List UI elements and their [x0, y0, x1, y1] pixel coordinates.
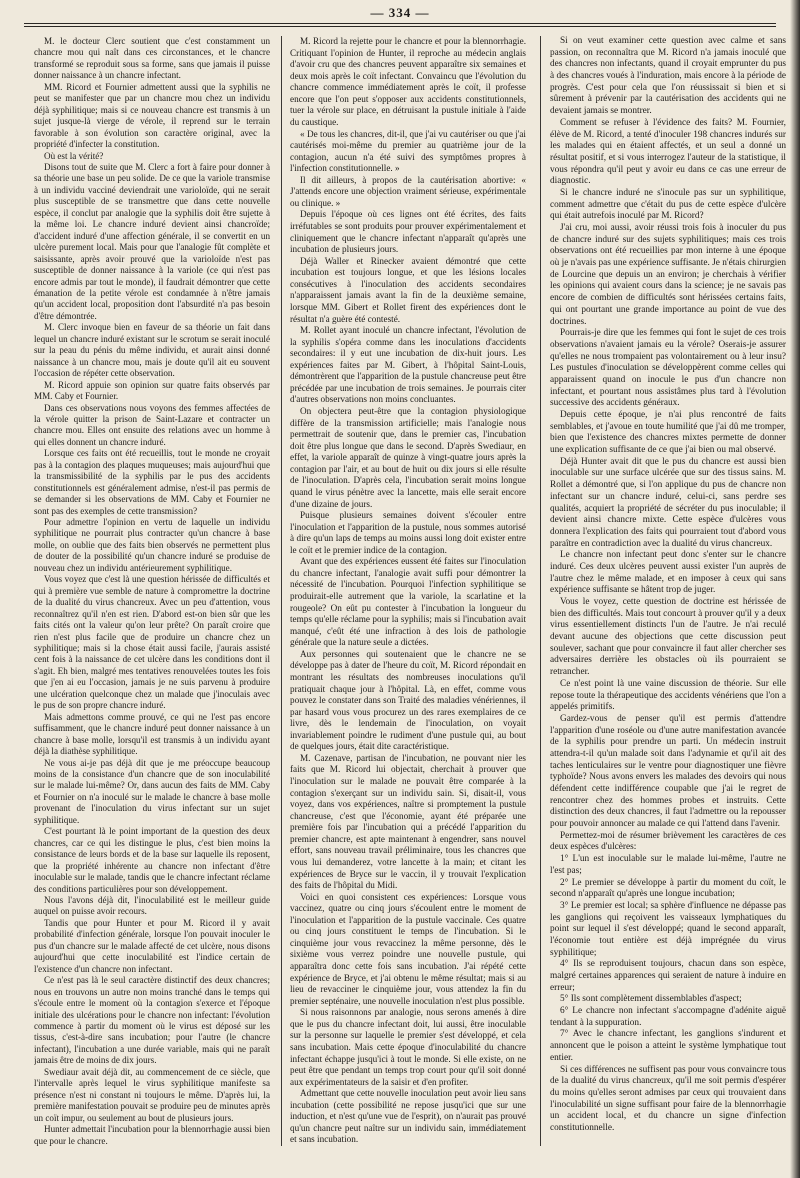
paragraph: Le chancre non infectant peut donc s'enter sur le chancre induré. Ces deux ulcères peuvent aussi exister l'un auprès de l'autre chez le même malade, et en imposer à ceux qui sans expérience suffisante se hâtent trop de juger. — [550, 550, 786, 596]
paragraph: Depuis l'époque où ces lignes ont été écrites, des faits irréfutables se sont produits pour prouver expérimentalement et cliniquement que le chancre infectant n'apparaît qu'après une incubation de plusieurs jours. — [290, 209, 526, 255]
paragraph: Ce n'est point là une vaine discussion de théorie. Sur elle repose toute la thérapeutique des accidents vénériens que l'on a appelés primitifs. — [550, 678, 786, 713]
text-column-1 — [34, 36, 270, 1146]
page-edge-shadow — [790, 0, 800, 1178]
paragraph: 5° Ils sont complètement dissemblables d'aspect; — [560, 994, 742, 1005]
paragraph: Permettez-moi de résumer brièvement les caractères de ces deux espèces d'ulcères: — [550, 830, 786, 853]
paragraph: On objectera peut-être que la contagion physiologique diffère de la transmission artificielle; mais l'analogie nous permettrait de soutenir que, dans le premier cas, l'incubation doit être plus longue que dans le second. D'après Swediaur, en effet, la variole apparaît de quinze à vingt-quatre jours après la contagion par l'air, et au bout de huit ou dix jours si elle résulte de l'inoculation. D'après cela, l'incubation serait moins longue quand le virus pénètre avec la lancette, mais elle serait encore d'une dizaine de jours. — [290, 406, 526, 509]
paragraph: Avant que des expériences eussent été faites sur l'inoculation du chancre infectant, l'analogie avait suffi pour démontrer la nécessité de l'incubation. Pourquoi l'infection syphilitique se produirait-elle autrement que la variole, la scarlatine et la rougeole? On eût pu contester à l'incubation la longueur du temps qu'elle réclame pour la syphilis; mais si l'incubation avait manqué, c'eût été une infraction à des lois de pathologie générale que la nature seule a dictées. — [290, 556, 526, 648]
paragraph: Vous le voyez, cette question de doctrine est hérissée de bien des difficultés. Mais tout concourt à prouver qu'il y a deux virus essentiellement distincts l'un de l'autre. Je n'ai reculé devant aucune des objections que cette discussion peut soulever, sachant que pour convaincre il faut aller chercher ses adversaires derrière les obstacles où ils pourraient se retrancher. — [550, 597, 786, 678]
paragraph: Si le chancre induré ne s'inocule pas sur un syphilitique, comment admettre que c'était du pus de cette espèce d'ulcère qui était autrefois inoculé par M. Ricord? — [550, 187, 786, 222]
paragraph: Tandis que pour Hunter et pour M. Ricord il y avait probabilité d'infection générale, lorsque l'on pouvait inoculer le pus d'un chancre sur le malade affecté de cet ulcère, nous disons aujourd'hui que cette inoculabilité est l'indice certain de l'existence d'un chancre non infectant. — [34, 917, 270, 974]
paragraph: Vous voyez que c'est là une question hérissée de difficultés et qui à première vue semble de nature à compromettre la doctrine de la dualité du virus chancreux. Avec un peu d'attention, vous reconnaîtrez qu'il n'en est rien. D'abord est-on bien sûr que les faits cités ont la valeur qu'on leur prête? On paraît croire que rien n'est plus facile que de produire un chancre chez un syphilitique; mais si la chose était aussi facile, j'aurais assisté cent fois à la naissance de cet ulcère dans les conditions dont il s'agit. Eh bien, malgré mes tentatives renouvelées toutes les fois que j'en ai eu l'occasion, jamais je ne suis parvenu à produire une ulcération quelconque chez un malade que j'inoculais avec le pus de son propre chancre induré. — [34, 574, 270, 711]
header-rule — [24, 23, 776, 24]
paragraph: Déjà Hunter avait dit que le pus du chancre est aussi bien inoculable sur une surface ulcérée que sur des tissus sains. M. Rollet a démontré que, si l'on applique du pus de chancre non infectant sur un chancre induré, celui-ci, sans perdre ses qualités, acquiert la propriété de sécréter du pus inoculable; il devient ainsi chancre mixte. Cette espèce d'ulcères vous donnera l'explication des faits qui pourraient tout d'abord vous paraître en contradiction avec la dualité du virus chancreux. — [550, 456, 786, 549]
paragraph: Si on veut examiner cette question avec calme et sans passion, on reconnaîtra que M. Ricord n'a jamais inoculé que des chancres non infectants, quand il croyait emprunter du pus à des chancres voués à l'induration, mais encore à la période de progrès. C'est pour cela que l'on réussissait si bien et si sûrement à prévenir par la cautérisation des accidents qui ne devaient jamais se montrer. — [550, 36, 786, 117]
paragraph: « De tous les chancres, dit-il, que j'ai vu cautériser ou que j'ai cautérisés moi-même du premier au quatrième jour de la contagion, aucun n'a été suivi des symptômes propres à l'infection constitutionnelle. » — [290, 128, 526, 174]
text-column-3 — [550, 36, 786, 1146]
paragraph: 3° Le premier est local; sa sphère d'influence ne dépasse pas les ganglions qui reçoivent les vaisseaux lymphatiques du point sur lequel il s'est développé; quand le second apparaît, l'économie tout entière est déjà imprégnée du virus syphilitique; — [550, 900, 786, 958]
paragraph: C'est pourtant là le point important de la question des deux chancres, car ce qui les distingue le plus, c'est bien moins la consistance de leurs bords et de la base sur laquelle ils reposent, que la propriété inhérente au chancre non infectant d'être inoculable sur le malade, tandis que le chancre infectant réclame des conditions particulières pour son développement. — [34, 826, 270, 894]
paragraph: M. Rollet ayant inoculé un chancre infectant, l'évolution de la syphilis s'opéra comme dans les inoculations d'accidents secondaires: il y eut une incubation de dix-huit jours. Les expériences faites par M. Gibert, à l'hôpital Saint-Louis, démontrèrent que l'apparition de la pustule chancreuse peut être précédée par une incubation de trois semaines. Je pourrais citer d'autres observations non moins concluantes. — [290, 325, 526, 405]
paragraph: Dans ces observations nous voyons des femmes affectées de la vérole quitter la prison de Saint-Lazare et contracter un chancre mou. Elles ont ensuite des relations avec un homme à qui elles donnent un chancre induré. — [34, 402, 270, 447]
paragraph: Comment se refuser à l'évidence des faits? M. Fournier, élève de M. Ricord, a tenté d'inoculer 198 chancres indurés sur les malades qui en étaient affectés, et un seul a donné un résultat positif, et si vous interrogez l'auteur de la statistique, il vous répondra qu'il peut y avoir eu dans ce cas une erreur de diagnostic. — [550, 117, 786, 187]
paragraph: Déjà Waller et Rinecker avaient démontré que cette incubation est toujours longue, et que les lésions locales consécutives à l'inoculation des accidents secondaires n'apparaissent jamais avant la fin de la deuxième semaine, lorsque MM. Gibert et Rollet firent des expériences dont le résultat n'a guère été contesté. — [290, 255, 526, 324]
paragraph: J'ai cru, moi aussi, avoir réussi trois fois à inoculer du pus de chancre induré sur des sujets syphilitiques; mais ces trois observations ont été recueillies par mon interne à une époque où je n'avais pas une expérience suffisante. Je n'étais chirurgien de Lourcine que depuis un an environ; je cherchais à vérifier les opinions qui avaient cours dans la science; je ne savais pas encore de combien de difficultés sont hérissées certains faits, qui ont pourtant une grande importance au point de vue des doctrines. — [550, 223, 786, 327]
paragraph: Si ces différences ne suffisent pas pour vous convaincre tous de la dualité du virus chancreux, qu'il me soit permis d'espérer du moins qu'elles seront admises par ceux qui trouvaient dans l'inoculabilité un signe suffisant pour faire de la blennorrhagie un accident local, et du chancre un signe d'infection constitutionnelle. — [550, 1064, 786, 1133]
paragraph: Ce n'est pas là le seul caractère distinctif des deux chancres; nous en trouvons un autre non moins tranché dans le temps qui s'écoule entre le moment où la contagion s'exerce et l'époque initiale des ulcérations pour le chancre non infectant: l'évolution commence à partir du moment où le virus est déposé sur les tissus, c'est-à-dire sans incubation; pour l'autre (le chancre infectant), l'incubation a une durée variable, mais qui ne paraît jamais être de moins de dix jours. — [34, 975, 270, 1066]
text-column-2 — [290, 36, 526, 1146]
paragraph: Gardez-vous de penser qu'il est permis d'attendre l'apparition d'une roséole ou d'une autre manifestation avancée de la syphilis pour prendre un parti. Un médecin instruit attendra-t-il qu'un malade soit dans l'adynamie et qu'il ait des taches lenticulaires sur le ventre pour diagnostiquer une fièvre typhoïde? Nous avons envers les malades des devoirs qui nous défendent cette indifférence coupable que j'ai le regret de rencontrer chez des hommes probes et instruits. Cette distinction des deux chancres, il faut l'admettre ou la repousser pour pouvoir annoncer au malade ce qui l'attend dans l'avenir. — [550, 713, 786, 830]
paragraph: 4° Ils se reproduisent toujours, chacun dans son espèce, malgré certaines apparences qui seraient de nature à induire en erreur; — [550, 959, 786, 993]
paragraph: 2° Le premier se développe à partir du moment du coït, le second n'apparaît qu'après une longue incubation; — [550, 877, 786, 900]
paragraph: Hunter admettait l'incubation pour la blennorrhagie aussi bien que pour le chancre. — [34, 1124, 270, 1146]
paragraph: Pourrais-je dire que les femmes qui font le sujet de ces trois observations n'avaient jamais eu la vérole? Oserais-je assurer qu'elles ne nous trompaient pas volontairement ou à leur insu? Les pustules d'inoculation se développèrent comme celles qui apparaissent quand on inocule le pus d'un chancre non infectant, et pourtant nous assistâmes plus tard à l'évolution successive des accidents généraux. — [550, 328, 786, 409]
paragraph: Puisque plusieurs semaines doivent s'écouler entre l'inoculation et l'apparition de la pustule, nous sommes autorisé à dire qu'un laps de temps au moins aussi long doit exister entre le coït et le premier indice de la contagion. — [290, 510, 526, 555]
paragraph: 7° Avec le chancre infectant, les ganglions s'indurent et annoncent que le poison a atteint le système lymphatique tout entier. — [550, 1029, 786, 1063]
paragraph: M. Clerc invoque bien en faveur de sa théorie un fait dans lequel un chancre induré existant sur le scrotum se serait inoculé sur la peau du pénis du même individu, et aurait ainsi donné naissance à un chancre mou, mais je doute qu'il ait eu souvent l'occasion de répéter cette observation. — [34, 322, 270, 379]
paragraph: 1° L'un est inoculable sur le malade lui-même, l'autre ne l'est pas; — [550, 854, 786, 876]
paragraph: Nous l'avons déjà dit, l'inoculabilité est le meilleur guide auquel on puisse avoir recours. — [34, 894, 270, 917]
paragraph: MM. Ricord et Fournier admettent aussi que la syphilis ne peut se manifester que par un chancre mou chez un individu déjà syphilitique; mais si ce nouveau chancre est transmis à un sujet jusque-là vierge de vérole, il reprend sur le terrain favorable à son évolution son caractère original, avec la propriété d'infecter la constitution. — [34, 81, 270, 150]
paragraph: Depuis cette époque, je n'ai plus rencontré de faits semblables, et j'avoue en toute humilité que j'ai dû me tromper, bien que l'existence des chancres mixtes permette de donner une explication suffisante de ce que j'ai bien ou mal observé. — [550, 410, 786, 456]
paragraph: 6° Le chancre non infectant s'accompagne d'adénite aiguë tendant à la suppuration. — [550, 1006, 786, 1028]
header-rule-double — [24, 26, 776, 27]
paragraph: Swediaur avait déjà dit, au commencement de ce siècle, que l'intervalle après lequel le virus syphilitique manifeste sa présence n'est ni constant ni toujours le même. D'après lui, la première manifestation pouvait se produire peu de minutes après un coït impur, ou seulement au bout de plusieurs jours. — [34, 1066, 270, 1123]
paragraph: M. Cazenave, partisan de l'incubation, ne pouvant nier les faits que M. Ricord lui objectait, cherchait à prouver que l'inoculation sur le malade ne pouvait être comparée à la contagion s'exerçant sur un individu sain. Si, disait-il, vous voyez, dans vos expériences, naître si promptement la pustule chancreuse, c'est que l'économie, ayant été préparée une première fois par l'incubation qui a précédé l'apparition du premier chancre, est apte maintenant à engendrer, sans nouvel effort, sans nouveau travail préliminaire, tous les chancres que vous lui demanderez, votre lancette à la main; et citant les expériences de Bryce sur le vaccin, il y trouvait l'explication des faits de l'hôpital du Midi. — [290, 752, 526, 891]
paragraph: M. le docteur Clerc soutient que c'est constamment un chancre mou qui naît dans ces circonstances, et le chancre transformé se reproduit sous sa forme, sans que jamais il puisse donner naissance à un chancre infectant. — [34, 36, 270, 81]
paragraph: M. Ricord la rejette pour le chancre et pour la blennorrhagie. Critiquant l'opinion de Hunter, il reproche au médecin anglais d'avoir cru que des chancres peuvent apparaître six semaines et deux mois après le coït infectant. Convaincu que l'évolution du chancre commence immédiatement après le coït, il professe encore que l'on peut s'opposer aux accidents constitutionnels, tuer la vérole sur place, en détruisant la pustule initiale à l'aide du caustique. — [290, 36, 526, 127]
column-divider — [281, 36, 282, 1146]
paragraph: Mais admettons comme prouvé, ce qui ne l'est pas encore suffisamment, que le chancre induré peut donner naissance à un chancre à base molle, lorsqu'il est transmis à un individu ayant déjà la diathèse syphilitique. — [34, 711, 270, 757]
paragraph: Voici en quoi consistent ces expériences: Lorsque vous vaccinez, quatre ou cinq jours s'écoulent entre le moment de l'inoculation et l'apparition de la pustule vaccinale. Ces quatre ou cinq jours constituent le temps de l'incubation. Si le cinquième jour vous revaccinez la même personne, dès le sixième vous verrez poindre une nouvelle pustule, qui apparaîtra donc cette fois sans incubation. J'ai répété cette expérience de Bryce, et j'ai obtenu le même résultat; mais si au lieu de revacciner le cinquième jour, vous attendez la fin du premier septénaire, une nouvelle inoculation n'est plus possible. — [290, 891, 526, 1006]
paragraph: Ne vous ai-je pas déjà dit que je me préoccupe beaucoup moins de la consistance d'un chancre que de son inoculabilité sur le malade lui-même? Or, dans aucun des faits de MM. Caby et Fournier on n'a inoculé sur le malade le chancre à base molle provenant de l'inoculation du virus infectant sur un sujet syphilitique. — [34, 757, 270, 825]
paragraph: Pour admettre l'opinion en vertu de laquelle un individu syphilitique ne pourrait plus contracter qu'un chancre à base molle, on oublie que des faits bien observés ne permettent plus de douter de la possibilité qu'un chancre induré se produise de nouveau chez un individu antérieurement syphilitique. — [34, 517, 270, 573]
paragraph: Admettant que cette nouvelle inoculation peut avoir lieu sans incubation (cette possibilité ne repose jusqu'ici que sur une induction, et n'est qu'une vue de l'esprit), on n'aurait pas prouvé qu'un chancre peut naître sur un individu sain, immédiatement et sans incubation. — [290, 1088, 526, 1145]
paragraph: Disons tout de suite que M. Clerc a fort à faire pour donner à sa théorie une base un peu solide. De ce que la variole transmise à un individu vacciné deviendrait une varioloïde, qui ne serait plus susceptible de se transmettre que dans cette nouvelle espèce, il conclut par analogie que la syphilis doit être sujette à la même loi. Le chancre induré devient ainsi chancroïde; d'accident induré d'une affection générale, il se convertit en un ulcère purement local. Mais pour que l'analogie fût complète et saisissante, après avoir prouvé que la varioloïde n'est pas susceptible de donner naissance à la variole (ce qui n'est pas encore admis par tout le monde), il faudrait démontrer que cette émanation de la petite vérole est condamnée à n'être jamais qu'un accident local, proposition dont l'absurdité n'a pas besoin d'être démontrée. — [34, 161, 270, 321]
page-number: — 334 — — [370, 5, 430, 20]
paragraph: Lorsque ces faits ont été recueillis, tout le monde ne croyait pas à la contagion des plaques muqueuses; mais aujourd'hui que la transmissibilité de la syphilis par le pus des accidents constitutionnels est généralement admise, n'est-il pas permis de se demander si les observations de MM. Caby et Fournier ne sont pas des exemples de cette transmission? — [34, 448, 270, 516]
paragraph: Si nous raisonnons par analogie, nous serons amenés à dire que le pus du chancre infectant doit, lui aussi, être inoculable sur la personne sur laquelle le premier s'est développé, et cela sans incubation. Mais cette époque d'inoculabilité du chancre infectant échappe jusqu'ici à tout le monde. Si elle existe, on ne peut être que pendant un temps trop court pour qu'il soit donné aux expérimentateurs de la saisir et d'en profiter. — [290, 1007, 526, 1087]
column-divider — [540, 36, 541, 1146]
paragraph: Aux personnes qui soutenaient que le chancre ne se développe pas à dater de l'heure du coït, M. Ricord répondait en montrant les résultats des nombreuses inoculations qu'il pratiquait chaque jour à l'hôpital. Là, en effet, comme vous pouvez le constater dans son Traité des maladies vénériennes, il par hasard vous vous procurez un des rares exemplaires de ce livre, dès le lendemain de l'inoculation, on voyait invariablement poindre le rudiment d'une pustule qui, au bout de quelques jours, était dite caractéristique. — [290, 648, 526, 752]
paragraph: Il dit ailleurs, à propos de la cautérisation abortive: « J'attends encore une objection vraiment sérieuse, expérimentale ou clinique. » — [290, 174, 526, 208]
paragraph: Où est la vérité? — [44, 150, 104, 161]
paragraph: M. Ricord appuie son opinion sur quatre faits observés par MM. Caby et Fournier. — [34, 379, 270, 402]
